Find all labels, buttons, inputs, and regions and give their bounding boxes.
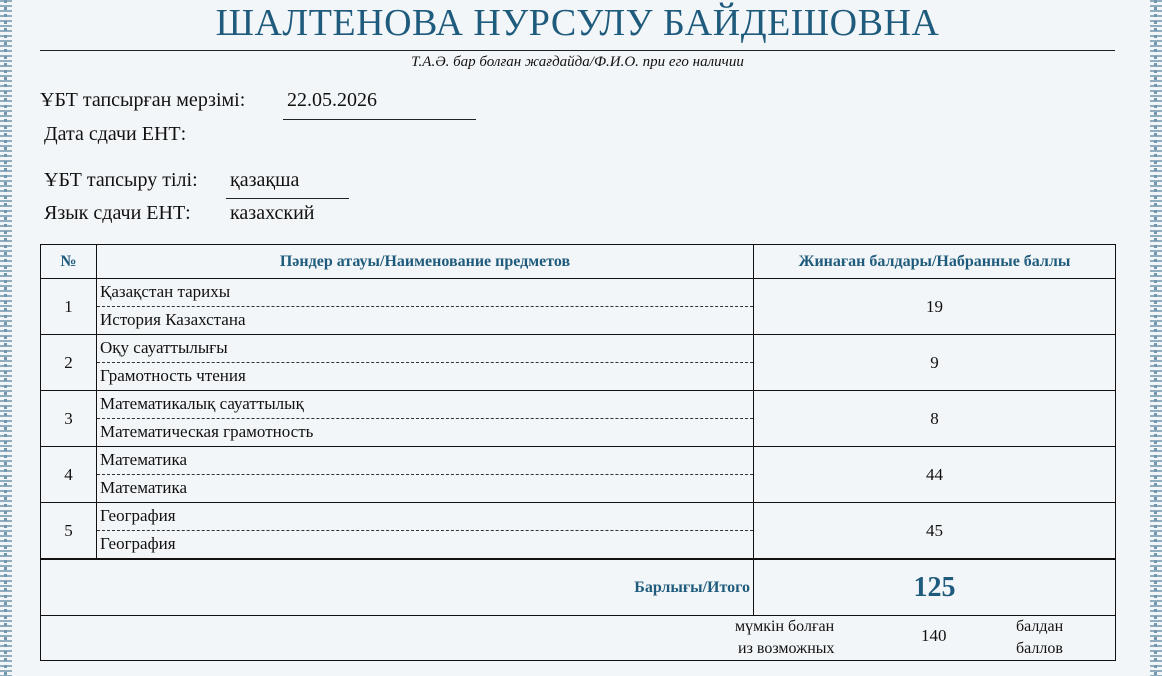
max-score-row <box>41 616 1116 661</box>
lang-label-kz: ҰБТ тапсыру тілі: <box>44 169 198 191</box>
header-subject: Пәндер атауы/Наименование предметов <box>97 245 754 279</box>
table-row <box>41 279 1116 335</box>
max-prefix-kz: мүмкін болған <box>735 618 835 635</box>
table-row <box>41 391 1116 447</box>
subject-name-kz: Математика <box>97 447 753 475</box>
scores-table <box>40 244 1116 661</box>
lang-underline <box>226 198 349 199</box>
subject-name-kz: Қазақстан тарихы <box>97 279 753 307</box>
row-number: 2 <box>41 335 97 391</box>
table-row <box>41 447 1116 503</box>
subject-name-kz: Математикалық сауаттылық <box>97 391 753 419</box>
name-underline <box>40 50 1115 51</box>
subject-score: 44 <box>754 447 1116 503</box>
full-name: ШАЛТЕНОВА НУРСУЛУ БАЙДЕШОВНА <box>215 2 940 44</box>
subject-cell <box>97 279 754 335</box>
table-row <box>41 335 1116 391</box>
row-number: 5 <box>41 503 97 560</box>
date-underline <box>283 119 476 120</box>
subject-cell <box>97 503 754 560</box>
subject-name-ru: Математическая грамотность <box>100 422 314 441</box>
subject-name-ru: География <box>100 534 176 553</box>
name-caption: Т.А.Ә. бар болған жағдайда/Ф.И.О. при его наличии <box>411 54 744 70</box>
lang-value-ru: казахский <box>230 202 315 224</box>
total-row <box>41 559 1116 616</box>
subject-name-ru: Грамотность чтения <box>100 366 246 385</box>
row-number: 3 <box>41 391 97 447</box>
subject-name-ru: Математика <box>100 478 188 497</box>
lang-label-ru: Язык сдачи ЕНТ: <box>44 202 191 224</box>
total-value: 125 <box>754 559 1116 616</box>
subject-cell <box>97 391 754 447</box>
header-score: Жинаған балдары/Набранные баллы <box>754 245 1116 279</box>
row-number: 4 <box>41 447 97 503</box>
subject-cell <box>97 447 754 503</box>
subject-score: 19 <box>754 279 1116 335</box>
total-label: Барлығы/Итого <box>41 559 754 616</box>
subject-name-ru: История Казахстана <box>100 310 246 329</box>
max-suffix-kz: балдан <box>1016 618 1064 635</box>
header-number: № <box>41 245 97 279</box>
decorative-border-right <box>1150 0 1162 676</box>
lang-value-kz: қазақша <box>230 169 300 191</box>
max-value: 140 <box>921 626 947 645</box>
subject-name-kz: География <box>97 503 753 531</box>
max-suffix-ru: баллов <box>1016 640 1063 657</box>
table-header-row <box>41 245 1116 279</box>
row-number: 1 <box>41 279 97 335</box>
table-row <box>41 503 1116 560</box>
subject-score: 9 <box>754 335 1116 391</box>
date-label-ru: Дата сдачи ЕНТ: <box>44 123 187 145</box>
max-prefix-ru: из возможных <box>738 640 835 657</box>
date-label-kz: ҰБТ тапсырған мерзімі: <box>40 89 246 111</box>
subject-score: 45 <box>754 503 1116 560</box>
date-value: 22.05.2026 <box>287 89 377 111</box>
subject-cell <box>97 335 754 391</box>
max-score-cell <box>41 616 1116 661</box>
subject-name-kz: Оқу сауаттылығы <box>97 335 753 363</box>
subject-score: 8 <box>754 391 1116 447</box>
decorative-border-left <box>0 0 12 676</box>
